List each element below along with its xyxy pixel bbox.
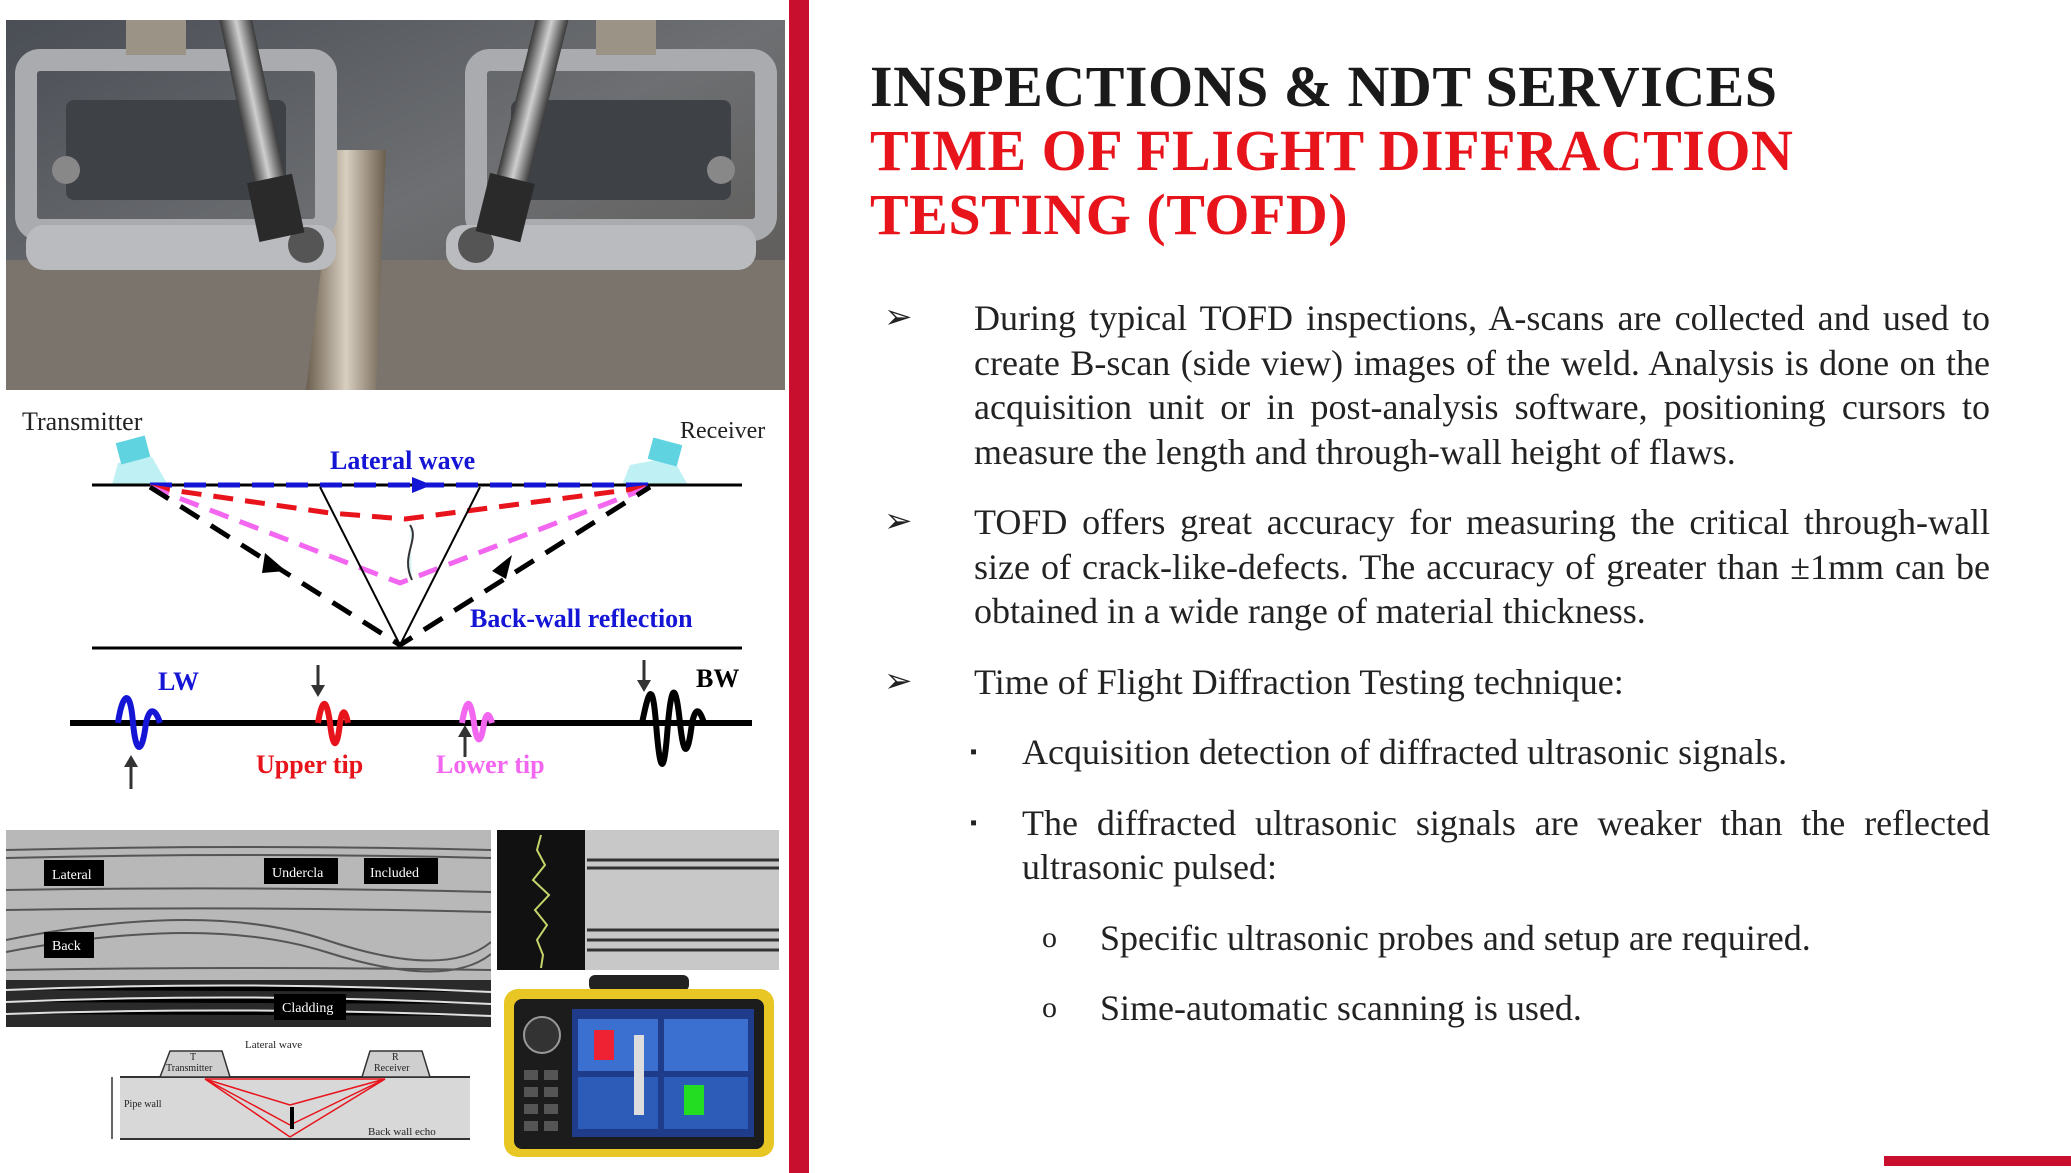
bscan-cladding-label: Cladding bbox=[282, 1001, 334, 1016]
pipe-back-wall-echo-label: Back wall echo bbox=[368, 1126, 436, 1138]
backwall-reflection-label: Back-wall reflection bbox=[470, 604, 693, 633]
sub-sub-bullet-text: Specific ultrasonic probes and setup are required. bbox=[1100, 917, 1811, 958]
ascan-bscan-image bbox=[497, 830, 779, 970]
sub-bullet-item bbox=[880, 730, 1990, 775]
title-line-2: TIME OF FLIGHT DIFFRACTION bbox=[870, 118, 1794, 183]
bullet-text: Time of Flight Diffraction Testing technique: bbox=[974, 661, 1624, 702]
bottom-accent-bar bbox=[1884, 1156, 2071, 1166]
bw-label: BW bbox=[696, 664, 740, 693]
bscan-back-label: Back bbox=[52, 939, 81, 954]
pipe-transmitter-label: Transmitter bbox=[166, 1063, 213, 1074]
lower-tip-label: Lower tip bbox=[436, 750, 545, 779]
arrow-down-icon bbox=[311, 665, 325, 697]
bscan-lateral-label: Lateral bbox=[52, 868, 92, 883]
left-image-panel bbox=[0, 0, 786, 1173]
upper-tip-label: Upper tip bbox=[256, 750, 364, 779]
bullet-text: During typical TOFD inspections, A-scans are collected and used to create B-scan (side view) images of the weld. Analysis is done on the acquisition unit or in post-analysis software, positioning cursors to measure the length and through-wall height of flaws. bbox=[974, 298, 1990, 472]
transmitter-label: Transmitter bbox=[22, 407, 143, 436]
transmitter-probe-icon bbox=[112, 457, 168, 485]
receiver-probe-icon bbox=[622, 457, 688, 485]
arrow-down-icon bbox=[637, 660, 651, 692]
circle-bullet-icon: o bbox=[1042, 920, 1057, 954]
arrow-bullet-icon: ➢ bbox=[884, 503, 913, 540]
arrow-up-icon bbox=[124, 755, 138, 789]
tofd-principle-diagram bbox=[0, 395, 786, 795]
flaw-detector-device-image bbox=[504, 975, 774, 1157]
bullet-item bbox=[880, 660, 1990, 705]
sub-sub-bullet-item bbox=[880, 986, 1990, 1031]
pipe-r-label: R bbox=[392, 1052, 399, 1063]
red-divider-bar bbox=[789, 0, 809, 1173]
lateral-wave-label: Lateral wave bbox=[330, 446, 476, 475]
bullet-item bbox=[880, 500, 1990, 634]
square-bullet-icon: ▪ bbox=[970, 811, 978, 834]
sub-bullet-item bbox=[880, 801, 1990, 890]
sub-bullet-text: The diffracted ultrasonic signals are weaker than the reflected ultrasonic pulsed: bbox=[1022, 802, 1990, 887]
bullet-text: TOFD offers great accuracy for measuring the critical through-wall size of crack-like-defects. The accuracy of greater than ±1mm can be obtained in a wide range of material thickness. bbox=[974, 502, 1990, 631]
circle-bullet-icon: o bbox=[1042, 991, 1057, 1024]
bscan-image bbox=[6, 830, 491, 1027]
bullet-list bbox=[880, 296, 1990, 1057]
arrow-bullet-icon: ➢ bbox=[884, 299, 913, 336]
title-line-1: INSPECTIONS & NDT SERVICES bbox=[870, 54, 1778, 119]
bullet-item bbox=[880, 296, 1990, 474]
pipe-wall-label: Pipe wall bbox=[124, 1099, 162, 1110]
bscan-undercla-label: Undercla bbox=[272, 866, 324, 881]
sub-sub-bullet-item bbox=[880, 916, 1990, 961]
lw-label: LW bbox=[158, 667, 199, 696]
square-bullet-icon: ▪ bbox=[970, 741, 978, 763]
title-line-3: TESTING (TOFD) bbox=[870, 182, 1349, 247]
slide-title bbox=[870, 55, 2020, 247]
arrow-bullet-icon: ➢ bbox=[884, 662, 913, 700]
pipe-t-label: T bbox=[190, 1052, 197, 1063]
sub-bullet-text: Acquisition detection of diffracted ultrasonic signals. bbox=[1022, 732, 1788, 772]
pipe-lateral-wave-label: Lateral wave bbox=[245, 1039, 303, 1051]
bw-signal bbox=[642, 693, 704, 764]
pipe-wall-diagram bbox=[110, 1035, 480, 1145]
pipe-receiver-label: Receiver bbox=[374, 1063, 410, 1074]
bscan-included-label: Included bbox=[370, 866, 419, 881]
tofd-scanner-photo bbox=[6, 20, 785, 390]
receiver-label: Receiver bbox=[680, 418, 766, 444]
sub-sub-bullet-text: Sime-automatic scanning is used. bbox=[1100, 988, 1582, 1028]
